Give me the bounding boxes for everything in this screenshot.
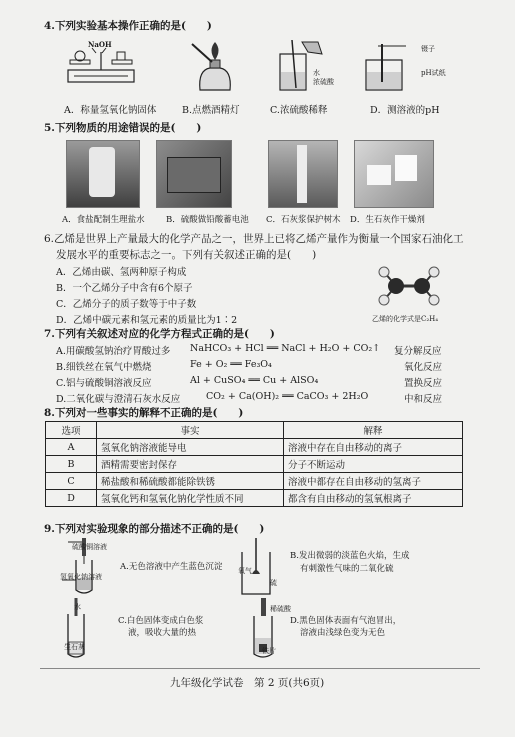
water-label: 水	[313, 69, 320, 77]
ethylene-model-figure	[376, 262, 442, 310]
q9-option-b-line2: 有刺激性气味的二氧化硫	[300, 564, 394, 574]
header-fact: 事实	[97, 422, 284, 439]
row-fact: 氢氧化钙和氢氧化钠化学性质不同	[97, 490, 284, 507]
q7-type-d: 中和反应	[404, 394, 443, 405]
q6-stem-line2: 发展水平的重要标志之一。下列有关叙述正确的是( )	[56, 249, 317, 261]
iron-label: 铁片	[262, 647, 276, 655]
q7-type-b: 氧化反应	[404, 362, 443, 373]
q4-option-d: D．测溶液的pH	[370, 105, 440, 116]
row-explanation: 分子不断运动	[284, 456, 463, 473]
lime-label: 生石灰	[64, 643, 85, 651]
q9-option-c-line2: 液，吸收大量的热	[128, 628, 197, 638]
q9-option-a: A.无色溶液中产生蓝色沉淀	[120, 562, 223, 572]
q6-option-b: B．一个乙烯分子中含有6个原子	[56, 283, 193, 294]
q7-stem: 7.下列有关叙述对应的化学方程式正确的是( )	[44, 328, 275, 340]
q5-stem: 5.下列物质的用途错误的是( )	[44, 122, 202, 134]
q6-option-c: C．乙烯分子的质子数等于中子数	[56, 299, 197, 310]
q4-option-b: B.点燃酒精灯	[182, 105, 240, 116]
water-label-q9: 水	[74, 603, 81, 611]
table-row	[46, 490, 463, 507]
q9-stem: 9.下列对实验现象的部分描述不正确的是( )	[44, 523, 265, 535]
row-option: B	[46, 456, 97, 473]
oxygen-label: 氧气	[238, 567, 252, 575]
tweezers-label: 镊子	[421, 45, 435, 53]
q7-desc-b: B.细铁丝在氧气中燃烧	[56, 362, 152, 373]
table-row	[46, 439, 463, 456]
ph-paper-label: pH试纸	[421, 69, 446, 77]
row-explanation: 溶液中都存在自由移动的氢离子	[284, 473, 463, 490]
q9-option-d-line1: D.黑色固体表面有气泡冒出，	[290, 616, 402, 626]
row-fact: 氢氧化钠溶液能导电	[97, 439, 284, 456]
q4-option-a: A．称量氢氧化钠固体	[64, 105, 157, 116]
q7-eq-b: Fe + O₂ ══ Fe₃O₄	[190, 359, 272, 370]
quicklime-photo	[354, 140, 434, 208]
table-row	[46, 456, 463, 473]
cuso4-label: 硫酸铜溶液	[72, 543, 107, 551]
q7-desc-a: A.用碳酸氢钠治疗胃酸过多	[56, 346, 171, 357]
q4-stem: 4.下列实验基本操作正确的是( )	[44, 20, 212, 32]
alcohol-lamp-figure	[190, 40, 240, 92]
q8-table	[45, 421, 463, 507]
q7-type-a: 复分解反应	[394, 346, 442, 357]
row-explanation: 溶液中存在自由移动的离子	[284, 439, 463, 456]
ph-test-figure	[362, 42, 418, 92]
table-row	[46, 473, 463, 490]
ethylene-caption: 乙烯的化学式是C₂H₄	[372, 315, 439, 323]
row-option: A	[46, 439, 97, 456]
row-fact: 酒精需要密封保存	[97, 456, 284, 473]
row-explanation: 都含有自由移动的氢氧根离子	[284, 490, 463, 507]
q6-option-a: A．乙烯由碳、氢两种原子构成	[56, 267, 187, 278]
q7-desc-d: D.二氧化碳与澄清石灰水反应	[56, 394, 181, 405]
q7-eq-c: Al + CuSO₄ ══ Cu + AlSO₄	[190, 375, 319, 386]
naoh-solution-label: 氢氧化钠溶液	[60, 573, 102, 581]
sulfur-label: 硫	[270, 579, 277, 587]
naoh-label: NaOH	[88, 40, 112, 49]
q6-option-d: D．乙烯中碳元素和氢元素的质量比为1∶2	[56, 315, 238, 326]
q4-option-c: C.浓硫酸稀释	[270, 105, 328, 116]
q9-option-c-line1: C.白色固体变成白色浆	[118, 616, 204, 626]
q5-option-d: D．生石灰作干燥剂	[350, 215, 425, 225]
q7-desc-c: C.铝与硫酸铜溶液反应	[56, 378, 152, 389]
row-option: C	[46, 473, 97, 490]
header-option: 选项	[46, 422, 97, 439]
q8-stem: 8.下列对一些事实的解释不正确的是( )	[44, 407, 244, 419]
footer-divider	[40, 668, 480, 669]
saline-photo	[66, 140, 140, 208]
tree-photo	[268, 140, 338, 208]
row-option: D	[46, 490, 97, 507]
header-explanation: 解释	[284, 422, 463, 439]
q7-eq-a: NaHCO₃ + HCl ══ NaCl + H₂O + CO₂↑	[190, 343, 381, 354]
q7-type-c: 置换反应	[404, 378, 443, 389]
q7-eq-d: CO₂ + Ca(OH)₂ ══ CaCO₃ + 2H₂O	[206, 391, 369, 402]
q5-option-a: A．食盐配制生理盐水	[62, 215, 145, 225]
acid-label: 浓硫酸	[313, 78, 334, 86]
row-fact: 稀盐酸和稀硫酸都能除铁锈	[97, 473, 284, 490]
q5-option-c: C．石灰浆保护树木	[266, 215, 341, 225]
q9-option-b-line1: B.发出微弱的淡蓝色火焰，生成	[290, 551, 410, 561]
battery-photo	[156, 140, 232, 208]
h2so4-label: 稀硫酸	[270, 605, 291, 613]
q6-stem-line1: 6.乙烯是世界上产量最大的化学产品之一，世界上已将乙烯产量作为衡量一个国家石油化工	[44, 233, 464, 245]
q9-option-d-line2: 溶液由浅绿色变为无色	[300, 628, 386, 638]
q5-option-b: B．硫酸做铅酸蓄电池	[166, 215, 249, 225]
table-header-row	[46, 422, 463, 439]
page-footer: 九年级化学试卷 第 2 页(共6页)	[170, 677, 325, 689]
